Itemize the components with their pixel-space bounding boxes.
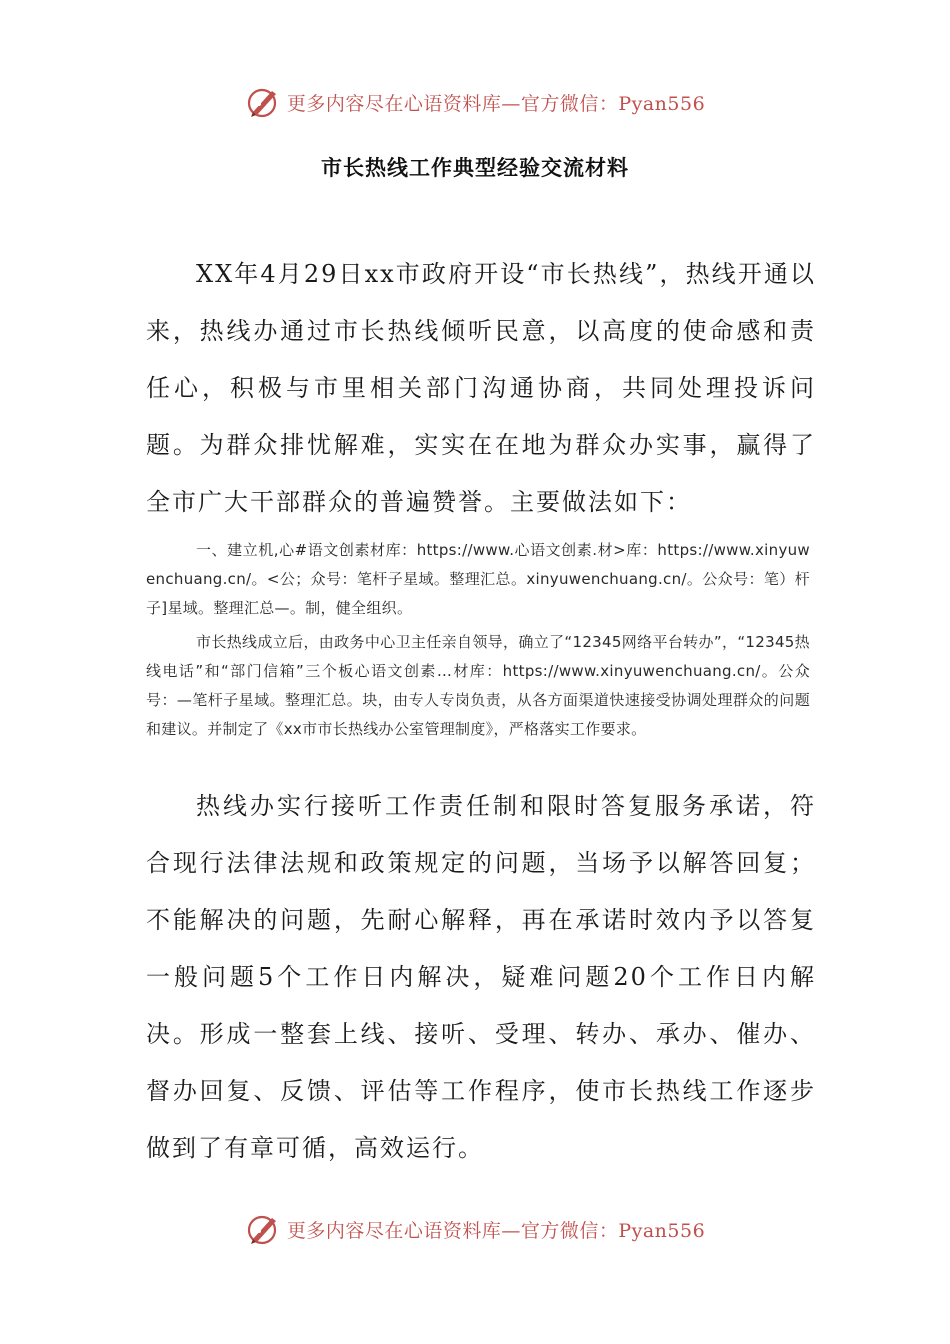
pen-in-circle-icon <box>245 84 281 120</box>
footer-watermark-banner <box>0 1209 950 1249</box>
body-paragraph-intro: XX年4月29日xx市政府开设“市长热线”，热线开通以来，热线办通过市长热线倾听民意，以高度的使命感和责任心，积极与市里相关部门沟通协商，共同处理投诉问题。为群众排忧解难，实实在在地为群众办实事，赢得了全市广大干部群众的普遍赞誉。主要做法如下： <box>146 260 816 516</box>
body-paragraph-responsibility: 热线办实行接听工作责任制和限时答复服务承诺，符合现行法律法规和政策规定的问题，当场予以解答回复；不能解决的问题，先耐心解释，再在承诺时效内予以答复一般问题5个工作日内解决，疑难问题20个工作日内解决。形成一整套上线、接听、受理、转办、承办、催办、督办回复、反馈、评估等工作程序，使市长热线工作逐步做到了有章可循，高效运行。 <box>146 792 816 1162</box>
watermark-text: 更多内容尽在心语资料库—官方微信：Pyan556 <box>286 1219 706 1242</box>
header-watermark-banner <box>0 82 950 122</box>
body-section-hotline-setup: 市长热线成立后，由政务中心卫主任亲自领导，确立了“12345网络平台转办”，“12345热线电话”和“部门信箱”三个板心语文创素…材库：https://www.xinyuwenchuang.cn/。公众号：—笔杆子星域。整理汇总。块，由专人专岗负责，从各方面渠道快速接受协调处理群众的问题和建议。并制定了《xx市市长热线办公室管理制度》，严格落实工作要求。 <box>146 633 810 738</box>
body-section-organization: 一、建立机,心#语文创素材库：https://www.心语文创素.材>库：https://www.xinyuwenchuang.cn/。<公；众号：笔杆子星域。整理汇总。xinyuwenchuang.cn/。公众号：笔）杆子]星域。整理汇总—。制，健全组织。 <box>146 541 810 617</box>
document-title: 市长热线工作典型经验交流材料 <box>321 156 629 180</box>
watermark-text: 更多内容尽在心语资料库—官方微信：Pyan556 <box>286 92 706 115</box>
pen-in-circle-icon <box>245 1211 281 1247</box>
